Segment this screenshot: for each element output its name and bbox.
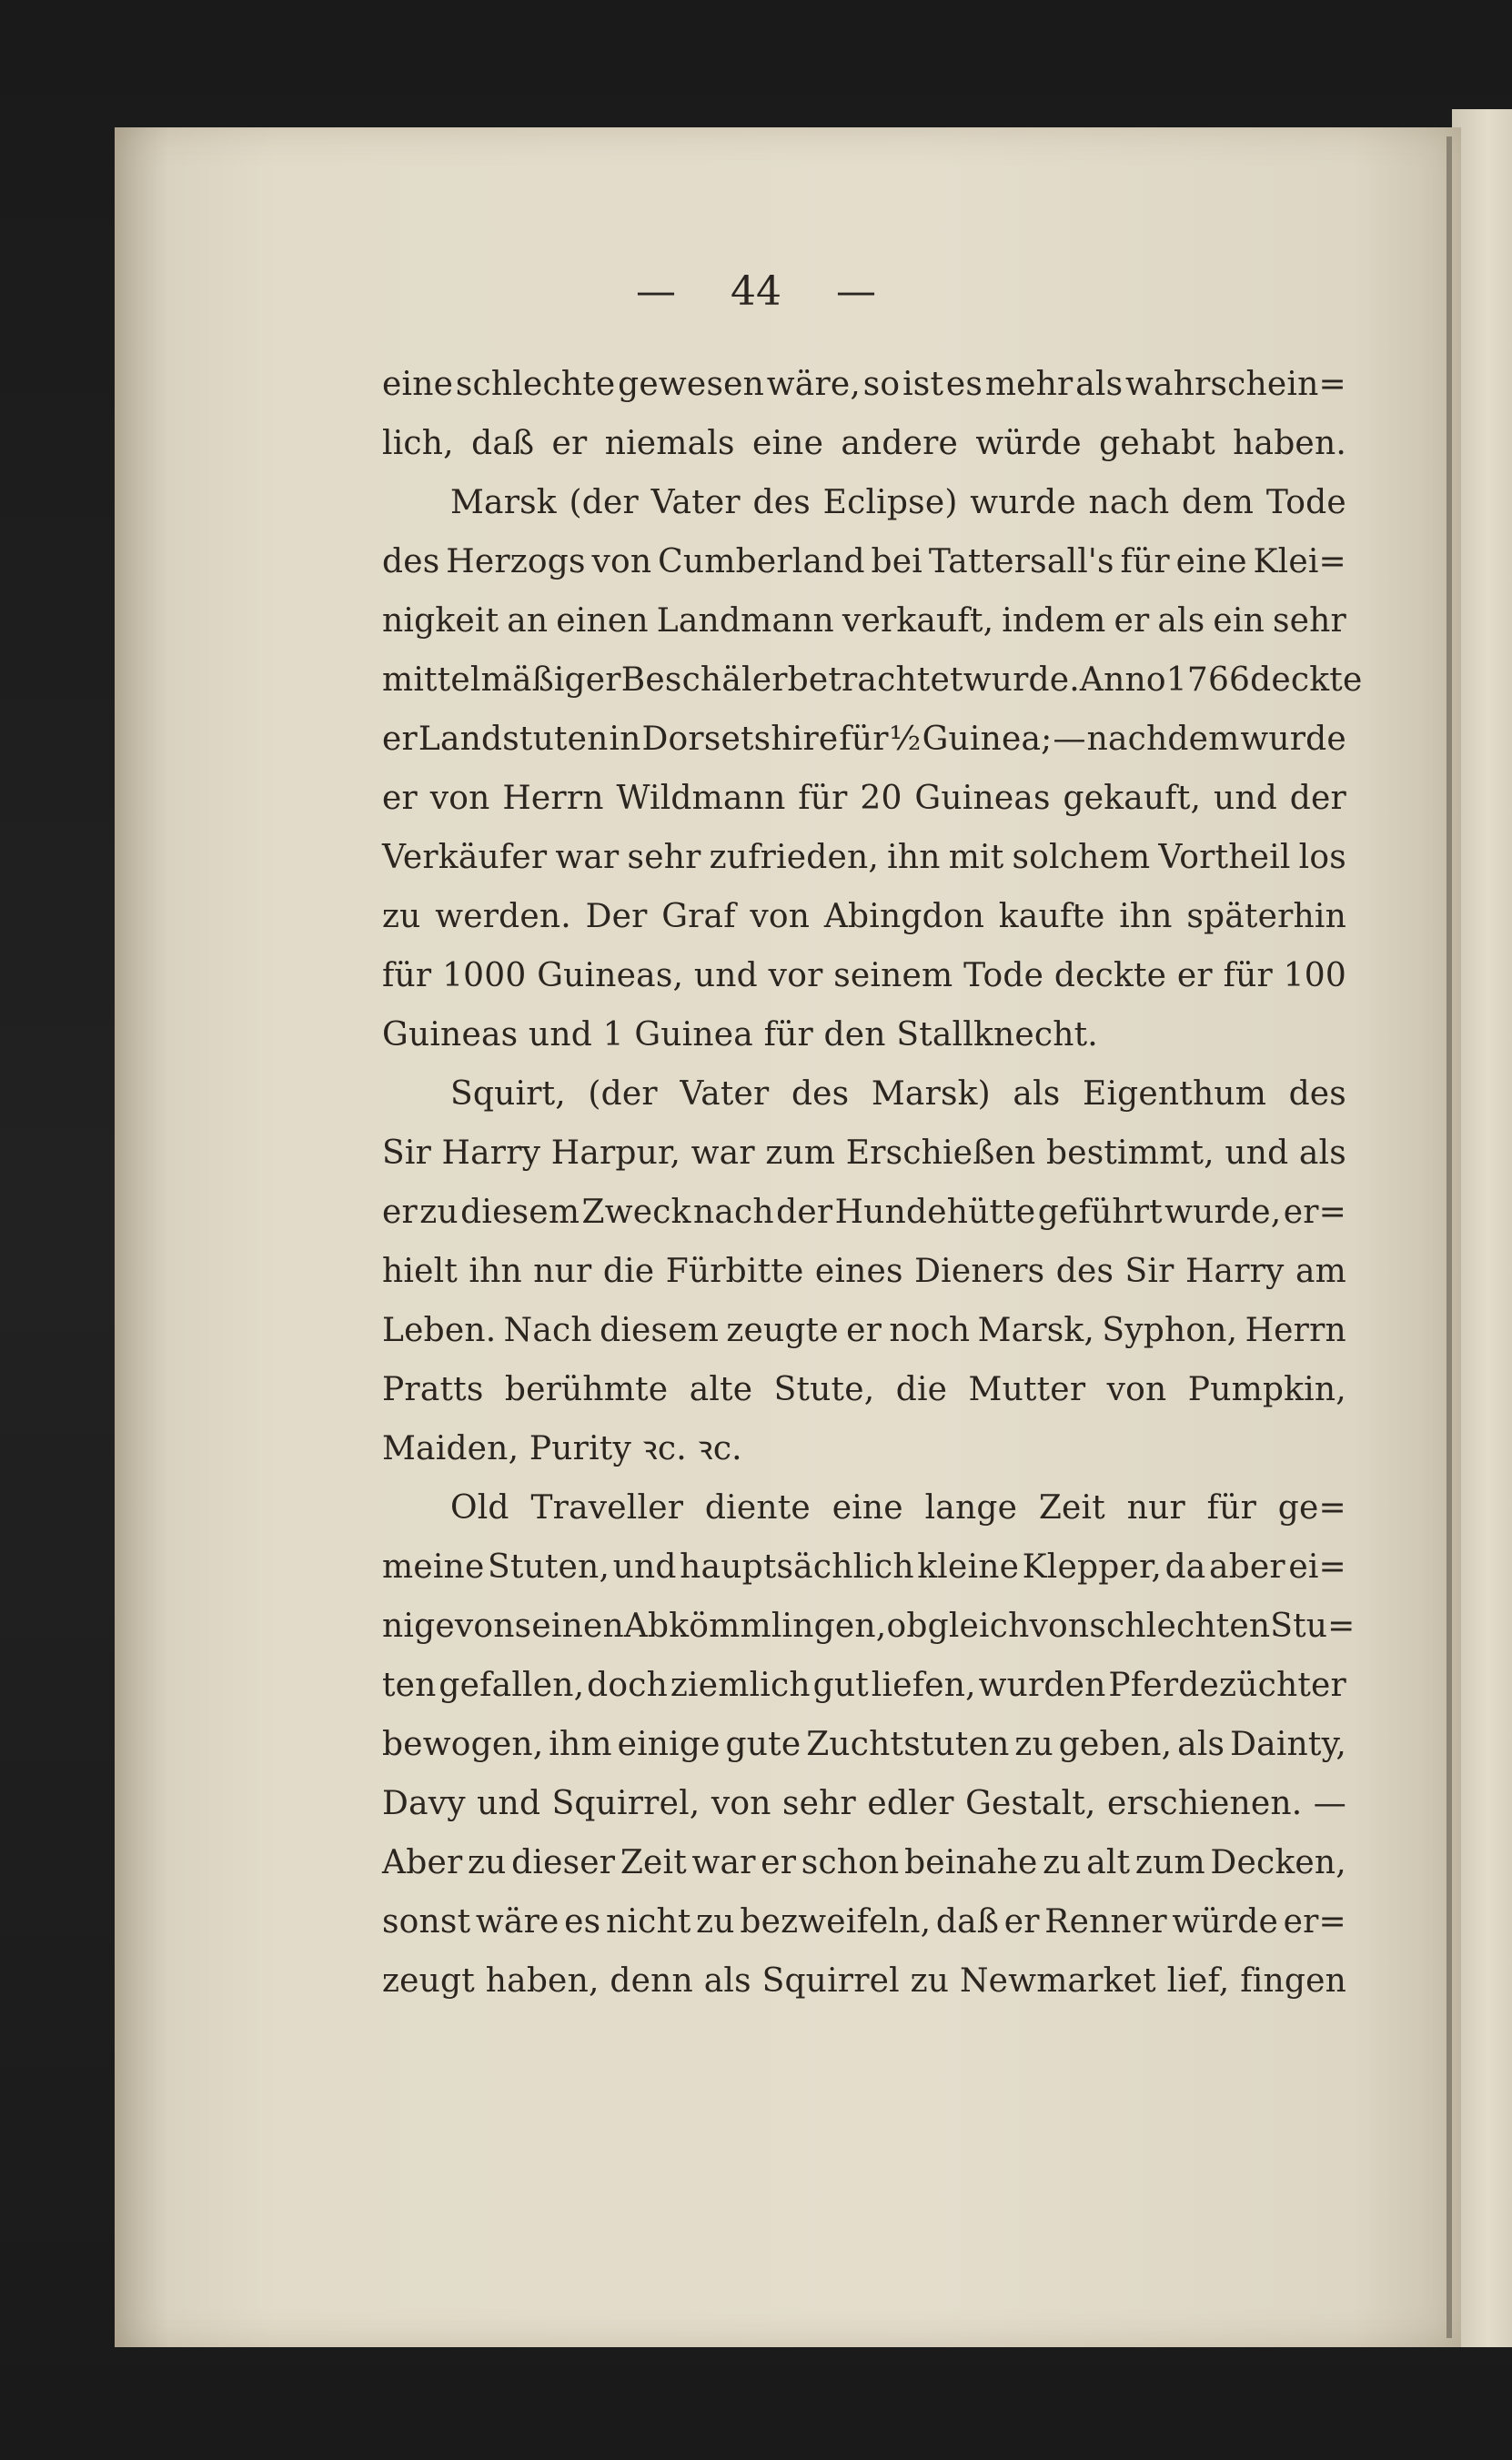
word: von (750, 898, 811, 935)
word: lief, (1166, 1962, 1230, 2000)
text-line (382, 769, 1346, 828)
word: des (791, 1075, 850, 1113)
word: Vater (650, 484, 741, 521)
word: fingen (1240, 1962, 1346, 2000)
word: (der (569, 484, 639, 521)
word: Beschäler (620, 661, 788, 699)
word: Zweck (581, 1194, 691, 1231)
word: ein (1213, 602, 1265, 640)
word: Zuchtstuten (806, 1726, 1010, 1763)
word: bei (871, 543, 923, 580)
word: obgleich (886, 1608, 1030, 1645)
word: Wildmann (616, 780, 786, 817)
word: edler (867, 1785, 954, 1822)
word: er= (1283, 1903, 1346, 1941)
word: von (1029, 1608, 1090, 1645)
word: bestimmt, (1045, 1134, 1215, 1172)
word: als (703, 1962, 751, 2000)
word: Tattersall's (928, 543, 1114, 580)
page-header (0, 268, 1512, 315)
word: beinahe (904, 1844, 1038, 1881)
word: Graf (661, 898, 736, 935)
word: ei= (1288, 1548, 1346, 1586)
word: als (1298, 1134, 1346, 1172)
word: Zeit (1038, 1489, 1105, 1527)
text-line (382, 710, 1346, 769)
word: Pferdezüchter (1108, 1667, 1346, 1704)
word: zu (382, 898, 421, 935)
word: er (1176, 957, 1213, 994)
word: als (1013, 1075, 1061, 1113)
word: meine (382, 1548, 485, 1586)
word: und (612, 1548, 677, 1586)
word: Guinea; (922, 721, 1053, 758)
word: ihn (887, 839, 941, 876)
word: erschienen. (1106, 1785, 1303, 1822)
word: deckte (1250, 661, 1363, 699)
word: nicht (605, 1903, 691, 1941)
word: ihn (469, 1253, 522, 1290)
word: und (1225, 1134, 1289, 1172)
word: Mutter (968, 1371, 1086, 1408)
word: gute (725, 1726, 801, 1763)
text-line (382, 887, 1346, 946)
word: Vater (680, 1075, 770, 1113)
word: Traveller (530, 1489, 684, 1527)
word: er (1003, 1903, 1040, 1941)
word: schlechte (455, 366, 616, 403)
word: nige (382, 1608, 455, 1645)
text-line (382, 1597, 1356, 1656)
word: Hundehütte (834, 1194, 1036, 1231)
text-line (382, 1656, 1346, 1715)
word: wurden (978, 1667, 1106, 1704)
word: Landstuten (418, 721, 609, 758)
word: als (1075, 366, 1124, 403)
word: alt (1086, 1844, 1131, 1881)
text-line (382, 1183, 1346, 1242)
word: der (776, 1194, 833, 1231)
word: einige (617, 1726, 721, 1763)
word: des (382, 543, 440, 580)
word: sonst (382, 1903, 471, 1941)
word: der (1289, 780, 1346, 817)
word: an (507, 602, 549, 640)
word: Herzogs (446, 543, 586, 580)
word: Squirt, (450, 1075, 566, 1113)
word: haben. (1233, 425, 1346, 462)
text-line (382, 473, 1346, 532)
word: gefallen, (438, 1667, 585, 1704)
word: Abkömmlingen, (623, 1608, 887, 1645)
text-line (382, 828, 1346, 887)
word: seinem (833, 957, 953, 994)
word: hielt (382, 1253, 458, 1290)
word: seinen (514, 1608, 624, 1645)
word: nachdem (1086, 721, 1240, 758)
word: Sir (382, 1134, 431, 1172)
word: zeugte (726, 1312, 839, 1349)
text-line (382, 1301, 1346, 1360)
word: zu (696, 1903, 735, 1941)
word: für (1223, 957, 1273, 994)
word: wäre, (766, 366, 861, 403)
word: als (1157, 602, 1205, 640)
word: gewesen (618, 366, 765, 403)
word: dieser (511, 1844, 616, 1881)
word: Stu= (1270, 1608, 1356, 1645)
word: andere (841, 425, 959, 462)
word: 20 (860, 780, 902, 817)
word: Pratts (382, 1371, 484, 1408)
word: bezweifeln, (740, 1903, 932, 1941)
word: betrachtet (787, 661, 963, 699)
word: gehabt (1099, 425, 1215, 462)
word: Vortheil (1158, 839, 1291, 876)
word: er (761, 1844, 797, 1881)
word: 1000 (442, 957, 527, 994)
word: nigkeit (382, 602, 499, 640)
word: die (602, 1253, 655, 1290)
word: Marsk) (871, 1075, 991, 1113)
word: niemals (604, 425, 735, 462)
text-line (382, 591, 1346, 650)
header-dash-right: — (836, 268, 876, 315)
word: Harry (1184, 1253, 1285, 1290)
word: es (945, 366, 983, 403)
word: berühmte (504, 1371, 669, 1408)
word: Eigenthum (1082, 1075, 1267, 1113)
word: ihm (549, 1726, 612, 1763)
word: zu (1043, 1844, 1082, 1881)
word: wurde, (1164, 1194, 1282, 1231)
word: er (1114, 602, 1150, 640)
word: mehr (984, 366, 1074, 403)
word: Erschießen (845, 1134, 1036, 1172)
word: Der (585, 898, 648, 935)
word: Klepper, (1022, 1548, 1163, 1586)
word: 1766 (1165, 661, 1251, 699)
text-line (382, 1124, 1346, 1183)
text-line (382, 1360, 1346, 1419)
word: Squirrel, (551, 1785, 701, 1822)
word: gekauft, (1063, 780, 1202, 817)
word: zufrieden, (709, 839, 880, 876)
word: Herrn (502, 780, 604, 817)
word: sehr (627, 839, 701, 876)
word: eine (382, 366, 454, 403)
word: ½ (889, 721, 922, 758)
word: Newmarket (959, 1962, 1156, 2000)
word: des (1055, 1253, 1114, 1290)
word: Harry (441, 1134, 541, 1172)
word: Landmann (656, 602, 834, 640)
word: sehr (1272, 602, 1346, 640)
word: und (1213, 780, 1277, 817)
word: Guineas (914, 780, 1051, 817)
page-gutter-edge (1446, 136, 1452, 2338)
text-line (382, 1715, 1346, 1774)
word: ziemlich (670, 1667, 811, 1704)
word: Davy (382, 1785, 466, 1822)
word: des (1288, 1075, 1346, 1113)
word: vor (768, 957, 823, 994)
word: war (690, 1134, 755, 1172)
word: so (862, 366, 901, 403)
word: liefen, (871, 1667, 976, 1704)
word: zum (765, 1134, 836, 1172)
text-line (382, 1064, 1346, 1124)
word: zu (910, 1962, 950, 2000)
text-line (382, 1242, 1346, 1301)
word: da (1164, 1548, 1206, 1586)
word: geben, (1058, 1726, 1173, 1763)
word: — (1313, 1785, 1346, 1822)
word: ten (382, 1667, 437, 1704)
word: Herrn (1245, 1312, 1346, 1349)
word: Tode (963, 957, 1044, 994)
word: nach (1088, 484, 1170, 521)
word: haben, (485, 1962, 600, 2000)
word: Cumberland (658, 543, 865, 580)
word: und (693, 957, 758, 994)
word: diesem (460, 1194, 580, 1231)
word: aber (1209, 1548, 1285, 1586)
word: wurde (1240, 721, 1346, 758)
text-line (382, 1833, 1346, 1892)
page-number: 44 (731, 268, 781, 315)
word: Sir (1124, 1253, 1174, 1290)
word: für (382, 957, 432, 994)
word: geführt (1037, 1194, 1163, 1231)
word: deckte (1053, 957, 1167, 994)
word: zum (1134, 1844, 1205, 1881)
word: solchem (1012, 839, 1151, 876)
word: zu (467, 1844, 507, 1881)
text-line (382, 1478, 1346, 1538)
word: Renner (1044, 1903, 1167, 1941)
word: wurde. (963, 661, 1080, 699)
word: für (839, 721, 889, 758)
word: ge= (1277, 1489, 1346, 1527)
word: Dorsetshire (641, 721, 839, 758)
word: Fürbitte (665, 1253, 804, 1290)
word: wurde (970, 484, 1076, 521)
text-line (382, 414, 1346, 473)
word: für (1120, 543, 1170, 580)
word: nur (533, 1253, 592, 1290)
word: verkauft, (842, 602, 994, 640)
word: von (429, 780, 490, 817)
word: für (1206, 1489, 1256, 1527)
word: alte (689, 1371, 753, 1408)
word: Stuten, (487, 1548, 610, 1586)
word: wäre (475, 1903, 559, 1941)
word: lich, (382, 425, 454, 462)
word: nur (1126, 1489, 1185, 1527)
word: kleine (917, 1548, 1020, 1586)
text-line (382, 1892, 1346, 1951)
word: dem (1182, 484, 1255, 521)
word: Nach (503, 1312, 592, 1349)
word: mit (948, 839, 1004, 876)
word: eine (832, 1489, 903, 1527)
word: kaufte (998, 898, 1105, 935)
word: er (551, 425, 588, 462)
word: Abingdon (823, 898, 985, 935)
word: gut (812, 1667, 869, 1704)
word: Zeit (620, 1844, 687, 1881)
word: Old (450, 1489, 509, 1527)
word: des (752, 484, 811, 521)
word: eine (751, 425, 824, 462)
word: Squirrel (761, 1962, 900, 2000)
word: lange (924, 1489, 1018, 1527)
word: hauptsächlich (680, 1548, 914, 1586)
word: sehr (781, 1785, 856, 1822)
text-line: Maiden, Purity ꝛc. ꝛc. (382, 1430, 742, 1467)
word: wahrschein= (1125, 366, 1346, 403)
word: als (1177, 1726, 1225, 1763)
word: Marsk, (977, 1312, 1095, 1349)
word: los (1298, 839, 1346, 876)
word: späterhin (1186, 898, 1346, 935)
word: diente (704, 1489, 811, 1527)
word: mittelmäßiger (382, 661, 621, 699)
word: zeugt (382, 1962, 475, 2000)
word: ist (902, 366, 944, 403)
word: doch (587, 1667, 669, 1704)
word: war (691, 1844, 756, 1881)
word: 100 (1283, 957, 1346, 994)
word: in (609, 721, 641, 758)
word: Decken, (1210, 1844, 1346, 1881)
word: am (1295, 1253, 1346, 1290)
word: von (454, 1608, 515, 1645)
text-line (382, 355, 1346, 414)
word: von (591, 543, 652, 580)
word: (der (588, 1075, 658, 1113)
word: zu (1014, 1726, 1053, 1763)
word: zu (419, 1194, 459, 1231)
word: für (798, 780, 848, 817)
word: Leben. (382, 1312, 497, 1349)
word: war (555, 839, 620, 876)
word: einen (556, 602, 649, 640)
word: er (382, 721, 418, 758)
word: bewogen, (382, 1726, 544, 1763)
word: Aber (382, 1844, 463, 1881)
word: Syphon, (1102, 1312, 1238, 1349)
word: Verkäufer (382, 839, 548, 876)
word: von (711, 1785, 771, 1822)
word: — (1053, 721, 1086, 758)
word: daß (471, 425, 535, 462)
word: noch (889, 1312, 971, 1349)
word: werden. (435, 898, 571, 935)
word: schlechten (1089, 1608, 1271, 1645)
word: Marsk (450, 484, 557, 521)
word: Klei= (1253, 543, 1346, 580)
word: und (477, 1785, 541, 1822)
body-text (382, 355, 1363, 2011)
word: denn (610, 1962, 693, 2000)
word: schon (801, 1844, 900, 1881)
text-line (382, 1538, 1346, 1597)
word: Pumpkin, (1187, 1371, 1346, 1408)
text-line (382, 946, 1346, 1005)
word: er (382, 780, 418, 817)
word: nach (692, 1194, 774, 1231)
word: von (1106, 1371, 1167, 1408)
word: die (895, 1371, 948, 1408)
word: Tode (1265, 484, 1346, 521)
word: Harpur, (550, 1134, 681, 1172)
word: daß (935, 1903, 1000, 1941)
word: er= (1283, 1194, 1346, 1231)
word: ihn (1119, 898, 1173, 935)
word: er (846, 1312, 882, 1349)
header-dash-left: — (636, 268, 676, 315)
word: Eclipse) (822, 484, 958, 521)
word: es (564, 1903, 601, 1941)
word: eine (1175, 543, 1247, 580)
text-line (382, 650, 1363, 710)
text-line (382, 1774, 1346, 1833)
text-line (382, 532, 1346, 591)
word: würde (1172, 1903, 1278, 1941)
word: Dieners (914, 1253, 1045, 1290)
word: er (382, 1194, 418, 1231)
word: Gestalt, (965, 1785, 1096, 1822)
word: eines (814, 1253, 903, 1290)
text-line (382, 1951, 1346, 2011)
word: Stute, (773, 1371, 875, 1408)
word: Dainty, (1230, 1726, 1346, 1763)
word: diesem (600, 1312, 720, 1349)
word: Anno (1079, 661, 1166, 699)
word: indem (1002, 602, 1106, 640)
text-line: Guineas und 1 Guinea für den Stallknecht. (382, 1016, 1098, 1054)
word: Guineas, (537, 957, 684, 994)
word: würde (975, 425, 1082, 462)
